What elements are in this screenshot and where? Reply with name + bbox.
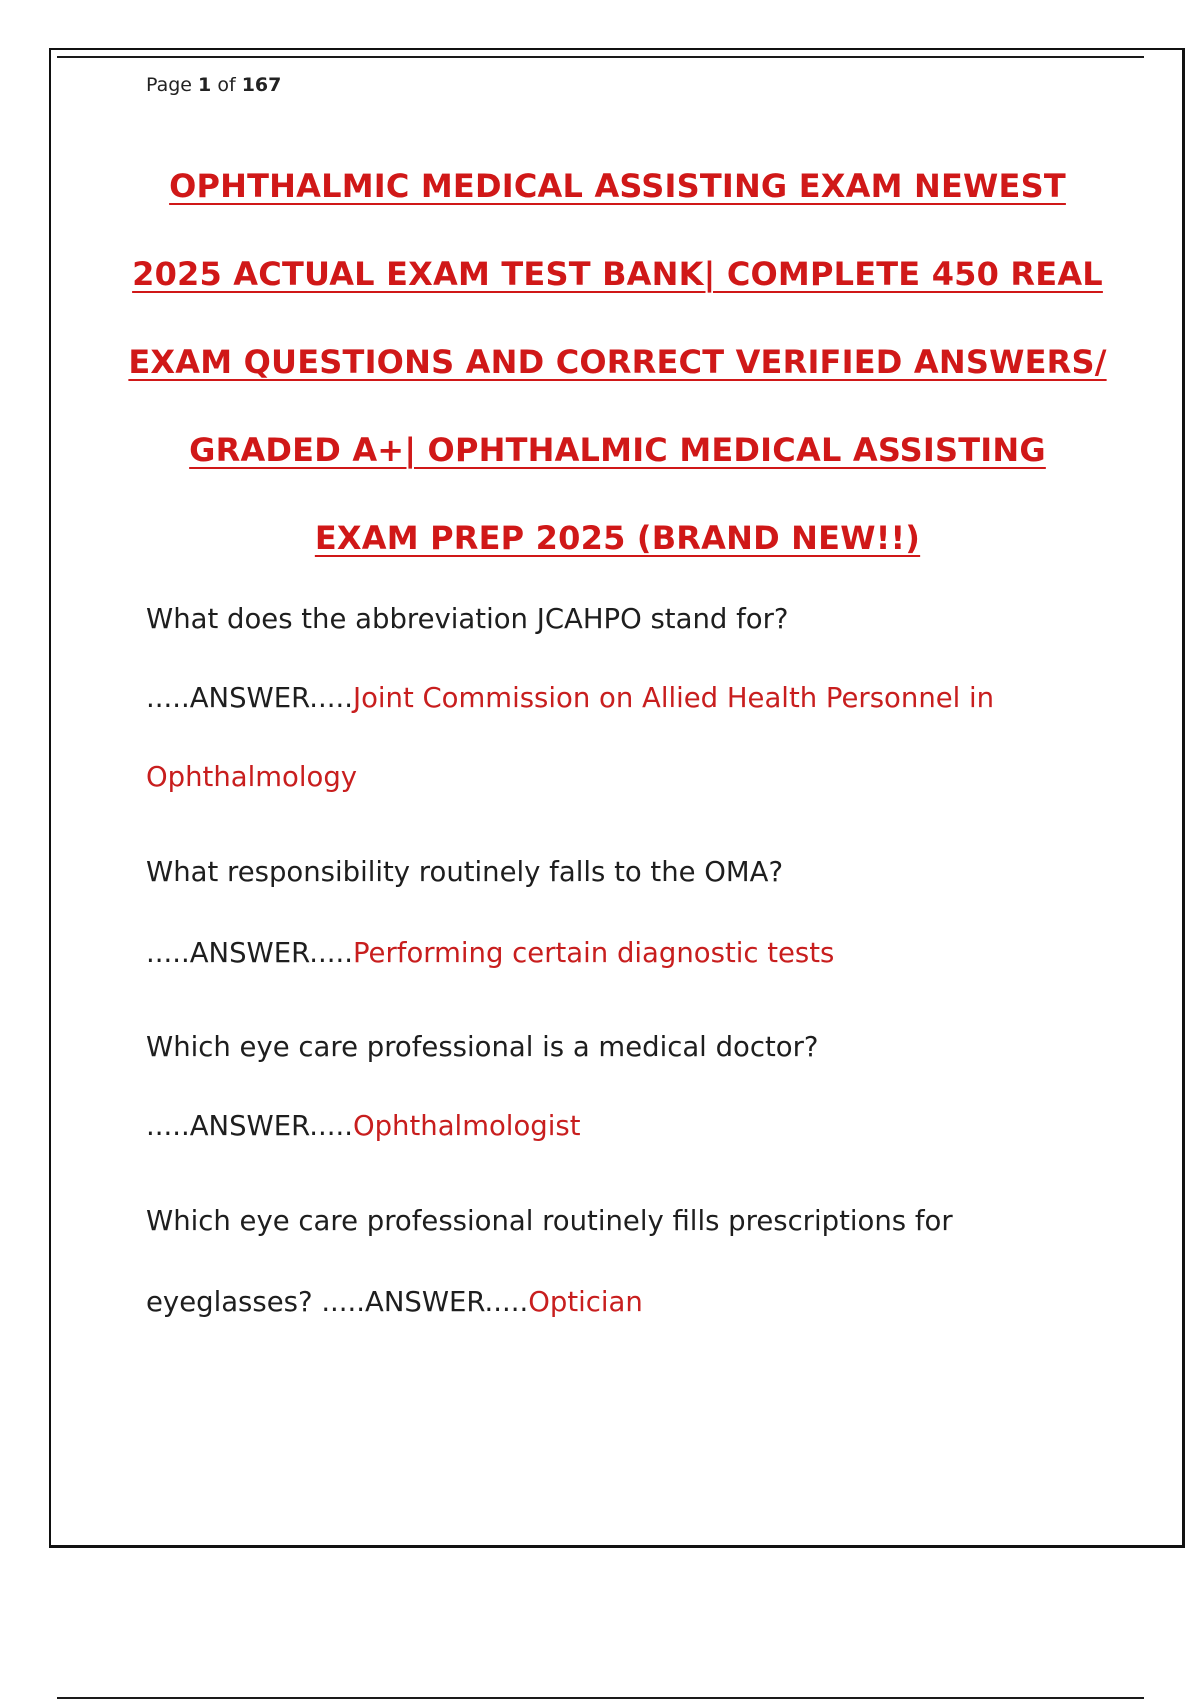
answer-text: Performing certain diagnostic tests	[352, 937, 835, 969]
title-line: EXAM QUESTIONS AND CORRECT VERIFIED ANSWERS/	[128, 343, 1107, 381]
answer-line	[146, 1110, 581, 1142]
answer-marker: .....ANSWER.....	[146, 682, 353, 714]
answer-text: Ophthalmologist	[352, 1110, 581, 1142]
footer-rule	[57, 1697, 1144, 1699]
header-rule	[57, 56, 1144, 58]
answer-text: Joint Commission on Allied Health Personnel in	[352, 682, 995, 714]
current-page-number: 1	[198, 74, 212, 96]
title-line: EXAM PREP 2025 (BRAND NEW!!)	[314, 519, 921, 557]
answer-marker: .....ANSWER.....	[146, 937, 353, 969]
question-text-continued: eyeglasses?	[146, 1286, 313, 1318]
title-line: GRADED A+| OPHTHALMIC MEDICAL ASSISTING	[189, 431, 1046, 469]
page-indicator	[146, 74, 281, 96]
document-title	[100, 142, 1135, 582]
answer-marker: .....ANSWER.....	[321, 1286, 529, 1318]
question-answer-line	[146, 1286, 643, 1318]
title-line: 2025 ACTUAL EXAM TEST BANK| COMPLETE 450 REAL	[132, 255, 1103, 293]
question-text: Which eye care professional is a medical doctor?	[146, 1031, 819, 1063]
title-line: OPHTHALMIC MEDICAL ASSISTING EXAM NEWEST	[169, 167, 1066, 205]
answer-text: Optician	[528, 1286, 643, 1318]
total-page-count: 167	[241, 74, 282, 96]
answer-line	[146, 937, 835, 969]
page-label: Page	[146, 74, 192, 96]
answer-marker: .....ANSWER.....	[146, 1110, 353, 1142]
question-text: Which eye care professional routinely fills prescriptions for	[146, 1205, 953, 1237]
answer-text-continued: Ophthalmology	[146, 761, 358, 793]
answer-line	[146, 682, 995, 714]
question-text: What responsibility routinely falls to the OMA?	[146, 856, 784, 888]
page-of-label: of	[217, 74, 236, 96]
question-text: What does the abbreviation JCAHPO stand for?	[146, 603, 789, 635]
